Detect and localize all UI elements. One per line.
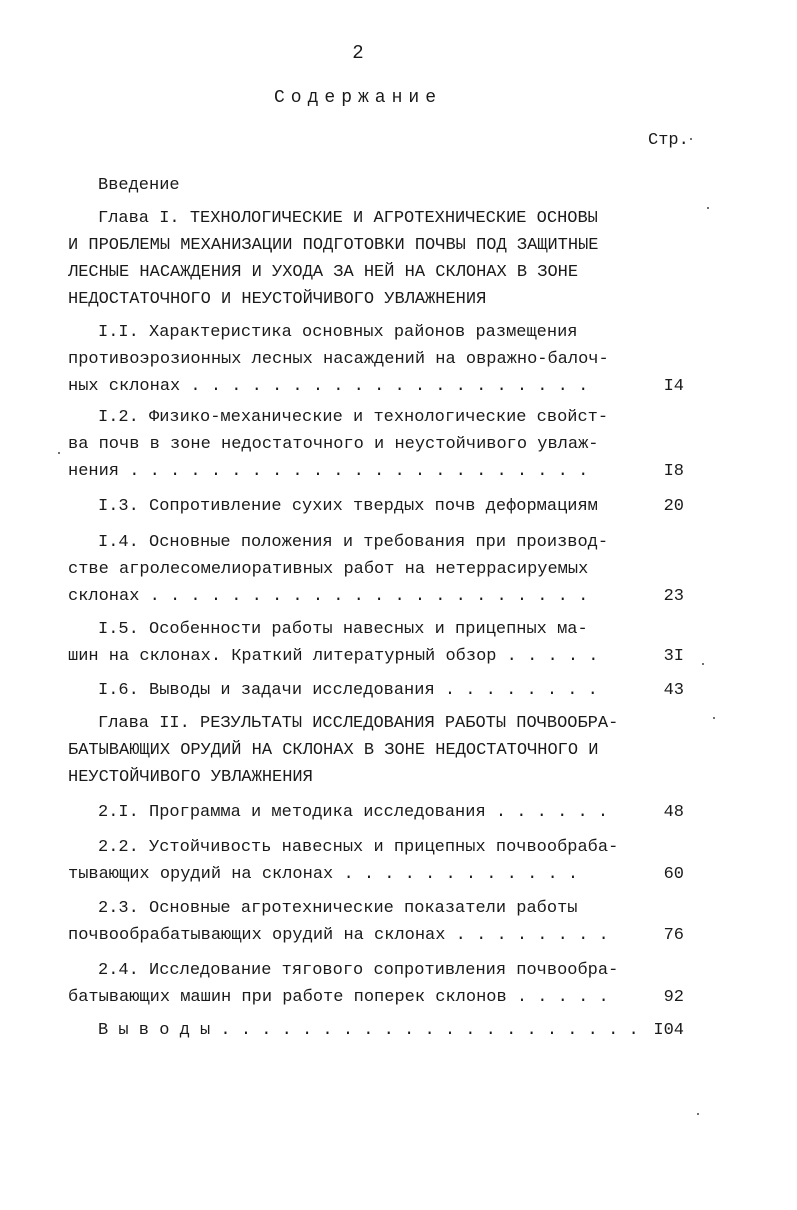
scan-speck: [58, 452, 60, 454]
toc-entry-line: ЛЕСНЫЕ НАСАЖДЕНИЯ И УХОДА ЗА НЕЙ НА СКЛОНАХ В ЗОНЕ: [68, 263, 579, 282]
toc-entry-line: 2.I. Программа и методика исследования . . . . . .: [98, 803, 609, 822]
toc-entry-line: I.4. Основные положения и требования при производ-: [98, 533, 609, 552]
toc-page-number: 3I: [663, 647, 684, 666]
toc-entry-line: 2.4. Исследование тягового сопротивления почвообра-: [98, 961, 619, 980]
toc-page-number: 43: [663, 681, 684, 700]
scan-speck: [690, 138, 692, 140]
toc-page-number: 92: [663, 988, 684, 1007]
toc-entry-line: стве агролесомелиоративных работ на нетеррасируемых: [68, 560, 589, 579]
toc-entry-line: 2.2. Устойчивость навесных и прицепных почвообраба-: [98, 838, 619, 857]
toc-entry-line: ных склонах . . . . . . . . . . . . . . . . . . . .: [68, 377, 589, 396]
toc-entry-line: I.2. Физико-механические и технологические свойст-: [98, 408, 609, 427]
toc-entry-line: почвообрабатывающих орудий на склонах . . . . . . . .: [68, 926, 609, 945]
scan-speck: [697, 1113, 699, 1115]
toc-entry-line: НЕДОСТАТОЧНОГО И НЕУСТОЙЧИВОГО УВЛАЖНЕНИЯ: [68, 290, 487, 309]
toc-page-number: 60: [663, 865, 684, 884]
toc-entry-line: склонах . . . . . . . . . . . . . . . . . . . . . .: [68, 587, 589, 606]
toc-page-number: 20: [663, 497, 684, 516]
page-number: 2: [352, 42, 364, 64]
toc-entry-line: БАТЫВАЮЩИХ ОРУДИЙ НА СКЛОНАХ В ЗОНЕ НЕДОСТАТОЧНОГО И: [68, 741, 599, 760]
scan-speck: [713, 717, 715, 719]
scan-speck: [707, 207, 709, 209]
toc-page-number: 23: [663, 587, 684, 606]
toc-entry-line: нения . . . . . . . . . . . . . . . . . . . . . . .: [68, 462, 589, 481]
toc-page-number: I8: [663, 462, 684, 481]
toc-page-number: 76: [663, 926, 684, 945]
toc-entry-line: Глава I. ТЕХНОЛОГИЧЕСКИЕ И АГРОТЕХНИЧЕСКИЕ ОСНОВЫ: [98, 209, 598, 228]
toc-entry-line: шин на склонах. Краткий литературный обзор . . . . .: [68, 647, 599, 666]
toc-entry-line: НЕУСТОЙЧИВОГО УВЛАЖНЕНИЯ: [68, 768, 313, 787]
page-column-header: Стр.: [648, 131, 689, 150]
toc-entry-line: I.3. Сопротивление сухих твердых почв деформациям: [98, 497, 598, 516]
toc-entry-line: I.I. Характеристика основных районов размещения: [98, 323, 578, 342]
toc-entry-line: батывающих машин при работе поперек склонов . . . . .: [68, 988, 609, 1007]
toc-page-number: I4: [663, 377, 684, 396]
toc-entry-line: противоэрозионных лесных насаждений на овражно-балоч-: [68, 350, 609, 369]
toc-entry-line: тывающих орудий на склонах . . . . . . . . . . . .: [68, 865, 579, 884]
toc-page-number: I04: [653, 1021, 684, 1040]
toc-entry-line: Введение: [98, 176, 180, 195]
scan-speck: [702, 663, 704, 665]
page-title: Содержание: [273, 88, 443, 108]
toc-entry-line: I.6. Выводы и задачи исследования . . . . . . . .: [98, 681, 598, 700]
toc-entry-line: Глава II. РЕЗУЛЬТАТЫ ИССЛЕДОВАНИЯ РАБОТЫ ПОЧВООБРА-: [98, 714, 619, 733]
toc-entry-line: I.5. Особенности работы навесных и прицепных ма-: [98, 620, 588, 639]
toc-page-number: 48: [663, 803, 684, 822]
toc-entry-line: ва почв в зоне недостаточного и неустойчивого увлаж-: [68, 435, 599, 454]
toc-entry-line: В ы в о д ы . . . . . . . . . . . . . . . . . . . . .: [98, 1021, 639, 1040]
toc-entry-line: И ПРОБЛЕМЫ МЕХАНИЗАЦИИ ПОДГОТОВКИ ПОЧВЫ ПОД ЗАЩИТНЫЕ: [68, 236, 599, 255]
toc-entry-line: 2.3. Основные агротехнические показатели работы: [98, 899, 578, 918]
